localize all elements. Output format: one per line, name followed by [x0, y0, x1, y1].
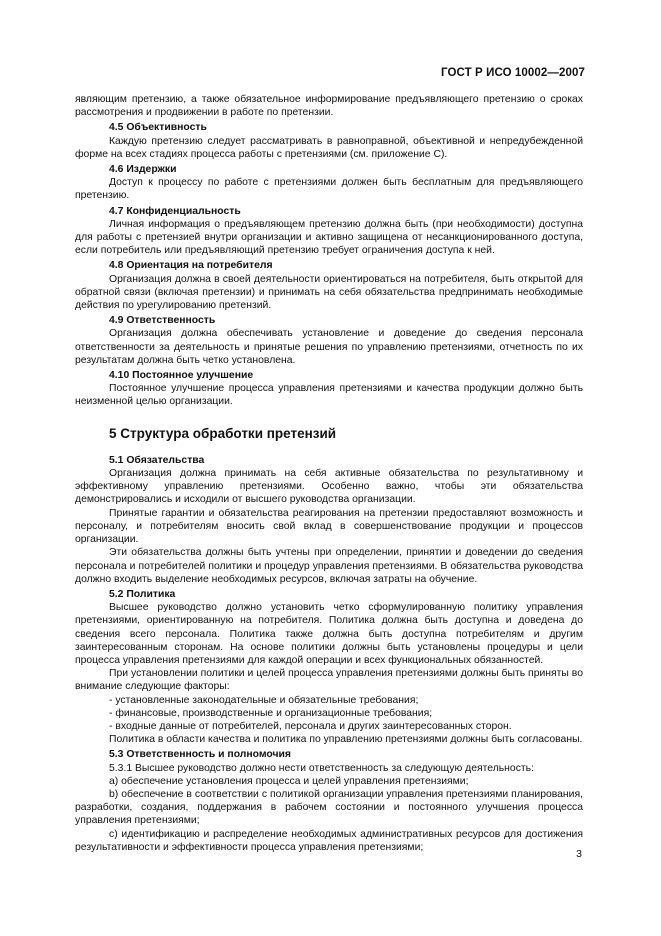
page-number: 3	[576, 848, 582, 860]
list-item: - установленные законодательные и обязательные требования;	[109, 694, 419, 706]
paragraph-4-5: Каждую претензию следует рассматривать в равноправной, объективной и непредубежденной форме на всех стадиях процесса работы с претензиями (см. приложение С).	[75, 135, 583, 160]
paragraph-5-1-b: Принятые гарантии и обязательства реагирования на претензии предоставляют возможность и персоналу, и потребителям вносить свой вклад в совершенствование продукции и процессов организации.	[75, 507, 583, 546]
paragraph-4-10: Постоянное улучшение процесса управления претензиями и качества продукции должно быть неизменной целью организации.	[75, 383, 583, 408]
document-header: ГОСТ Р ИСО 10002—2007	[440, 67, 585, 79]
chapter-heading-5: 5 Структура обработки претензий	[109, 425, 337, 441]
section-heading-4-6: 4.6 Издержки	[109, 164, 177, 176]
list-item-c: c) идентификацию и распределение необходимых административных ресурсов для достижения результативности и эффективности процесса управления претензиями;	[75, 828, 583, 853]
paragraph-5-2-b: При установлении политики и целей процесса управления претензиями должны быть приняты во внимание следующие факторы:	[75, 668, 583, 693]
list-item-a: a) обеспечение установления процесса и целей управления претензиями;	[109, 775, 469, 787]
list-item: - входные данные от потребителей, персонала и других заинтересованных сторон.	[109, 720, 512, 732]
section-heading-5-2: 5.2 Политика	[109, 588, 176, 600]
section-heading-5-1: 5.1 Обязательства	[109, 454, 205, 466]
paragraph-4-6: Доступ к процессу по работе с претензиями должен быть бесплатным для предъявляющего претензию.	[75, 177, 583, 202]
paragraph-5-2-c: Политика в области качества и политика по управлению претензиями должны быть согласованы.	[109, 734, 583, 746]
section-heading-4-8: 4.8 Ориентация на потребителя	[109, 260, 273, 272]
paragraph-4-9: Организация должна обеспечивать установление и доведение до сведения персонала ответственности за деятельность и принятые решения по управлению претензиями, отчетность по их результатам должна быть четко установлена.	[75, 328, 583, 366]
section-heading-4-5: 4.5 Объективность	[109, 122, 207, 134]
paragraph-4-8: Организация должна в своей деятельности ориентироваться на потребителя, быть открытой для обратной связи (включая претензии) и принимать на себя обязательства предпринимать необходимые действия по урегулированию претензий.	[75, 273, 583, 312]
section-heading-4-9: 4.9 Ответственность	[109, 315, 216, 327]
paragraph-4-7: Личная информация о предъявляющем претензию должна быть (при необходимости) доступна для работы с претензией внутри организации и активно защищена от несанкционированного доступа, если потребитель или предъявляющий претензию требует ограничения доступа к ней.	[75, 218, 583, 257]
paragraph-5-2-a: Высшее руководство должно установить четко сформулированную политику управления претензиями, ориентированную на потребителя. Политика должна быть доступна и доведена до сведения всего персонала. Политика также должна быть доступна потребителям и другим заинтересованным сторонам. На основе политики должны быть установлены процедуры и цели процесса управления претензиями для каждой операции и всех функциональных обязанностей.	[75, 602, 583, 666]
list-item-b: b) обеспечение в соответствии с политикой организации управления претензиями планирования, разработки, создания, поддержания в рабочем состоянии и постоянного улучшения процесса управления претензиями;	[75, 788, 583, 827]
paragraph-5-3-1: 5.3.1 Высшее руководство должно нести ответственность за следующую деятельность:	[109, 762, 534, 774]
paragraph-continued: являющим претензию, а также обязательное информирование предъявляющего претензию о сроках рассмотрения и продвижении в работе по претензии.	[75, 94, 583, 119]
document-body	[75, 93, 583, 854]
paragraph-5-1-a: Организация должна принимать на себя активные обязательства по результативному и эффективному управлению претензиями. Особенно важно, чтобы эти обязательства демонстрировались и исходили от высшего руководства организации.	[75, 468, 583, 506]
section-heading-4-7: 4.7 Конфиденциальность	[109, 205, 241, 217]
section-heading-4-10: 4.10 Постоянное улучшение	[109, 370, 254, 382]
paragraph-5-1-c: Эти обязательства должны быть учтены при определении, принятии и доведении до сведения персонала и потребителей политики и процедур управления претензиями. В обязательства руководства должно входить выделение необходимых ресурсов, включая затраты на обучение.	[75, 547, 583, 585]
list-item: - финансовые, производственные и организационные требования;	[109, 707, 433, 719]
section-heading-5-3: 5.3 Ответственность и полномочия	[109, 749, 291, 761]
